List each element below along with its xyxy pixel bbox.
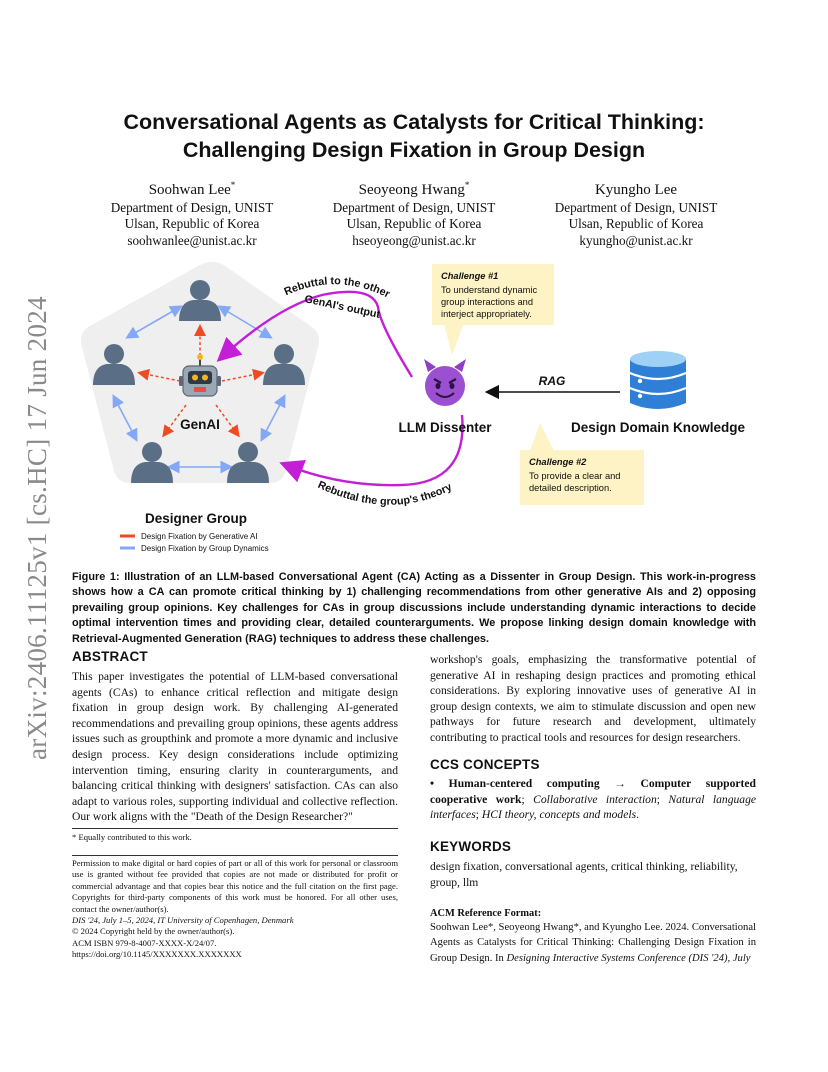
- permission-doi[interactable]: https://doi.org/10.1145/XXXXXXX.XXXXXXX: [72, 949, 242, 960]
- author-location: Ulsan, Republic of Korea: [124, 216, 260, 232]
- author-block-3: [521, 175, 751, 249]
- footnote: * Equally contributed to this work.: [72, 832, 192, 842]
- challenge-2-title: Challenge #2: [529, 457, 587, 467]
- rebuttal-bottom-text: Rebuttal the group's theory: [315, 478, 454, 508]
- acm-ref-body: Soohwan Lee*, Seoyeong Hwang*, and Kyungho Lee. 2024. Conversational Agents as Catalysts for Critical Thinking: Challenging Design Fixation in Group Design. In: [430, 922, 756, 964]
- ccs-sep: ;: [475, 808, 482, 822]
- author-mark: *: [230, 180, 236, 190]
- ccs-end: .: [636, 808, 639, 822]
- permission-venue: DIS '24, July 1–5, 2024, IT University of Copenhagen, Denmark: [72, 915, 294, 926]
- rebuttal-top-text-2: GenAI's output: [303, 293, 382, 321]
- author-dept: Department of Design, UNIST: [554, 200, 718, 215]
- permission-rule: [72, 855, 398, 856]
- database-icon: [630, 351, 686, 409]
- author-email[interactable]: soohwanlee@unist.ac.kr: [127, 232, 257, 248]
- author-block-2: [299, 175, 529, 249]
- author-dept: Department of Design, UNIST: [110, 200, 274, 215]
- paper-title: [80, 108, 748, 164]
- author-name: Seoyeong Hwang: [358, 182, 465, 198]
- ccs-item: Collaborative interaction: [533, 792, 657, 806]
- devil-icon: [424, 359, 466, 406]
- author-name: Soohwan Lee: [148, 182, 231, 198]
- ccs-text: [430, 776, 756, 823]
- callout-tail: [530, 423, 554, 451]
- abstract-text: This paper investigates the potential of LLM-based conversational agents (CAs) to enhance critical reflection and mitigate design fixation in group design work. By challenging AI-generated recommendations and prevailing group opinions, these agents address issues such as groupthink and promote a more dynamic and inclusive design process. Key design considerations include optimizing intervention timing, ensuring clarity in counterarguments, and balancing critical thinking with designers' satisfaction. CAs can also adapt to various roles, supporting individual and collective reflection. Our work aligns with the "Death of the Design Researcher?": [72, 670, 398, 824]
- knowledge-label: Design Domain Knowledge: [570, 420, 746, 435]
- figure-diagram: [72, 255, 762, 560]
- title-line-2: Challenging Design Fixation in Group Design: [182, 138, 646, 162]
- designer-group-label: Designer Group: [144, 511, 248, 526]
- title-line-1: Conversational Agents as Catalysts for Critical Thinking:: [123, 110, 705, 134]
- ccs-sep: ;: [521, 792, 534, 806]
- acm-ref-heading: ACM Reference Format:: [430, 908, 542, 919]
- author-dept: Department of Design, UNIST: [332, 200, 496, 215]
- challenge-1-callout: [432, 264, 554, 325]
- ccs-bold: • Human-centered computing → Computer supported cooperative work: [430, 777, 756, 806]
- figure-caption: Figure 1: Illustration of an LLM-based Conversational Agent (CA) Acting as a Dissenter in Group Design. This work-in-progress shows how a CA can promote critical thinking by 1) challenging recommendations from other generative AIs and 2) opposing prevailing group opinions. Key challenges for CAs in group discussions include understanding dynamic interactions to decide optimal intervention times and providing clear, detailed counterarguments. We propose linking design domain knowledge with Retrieval-Augmented Generation (RAG) techniques to address these challenges.: [72, 571, 756, 645]
- dissenter-label: LLM Dissenter: [398, 420, 492, 435]
- permission-isbn: ACM ISBN 979-8-4007-XXXX-X/24/07.: [72, 937, 217, 948]
- legend-label: Design Fixation by Generative AI: [141, 532, 258, 541]
- challenge-2-text: To provide a clear and detailed description.: [529, 471, 621, 493]
- ccs-item: HCI theory, concepts and models: [481, 808, 637, 822]
- figure-1: [72, 255, 762, 560]
- author-location: Ulsan, Republic of Korea: [346, 216, 482, 232]
- ccs-item: Natural language interfaces: [430, 792, 757, 822]
- author-mark: *: [464, 180, 470, 190]
- author-location: Ulsan, Republic of Korea: [568, 216, 704, 232]
- callout-tail: [444, 323, 464, 355]
- challenge-1-title: Challenge #1: [441, 271, 499, 281]
- acm-ref-venue: Designing Interactive Systems Conference (DIS '24), July: [506, 952, 751, 964]
- ccs-sep: ;: [656, 792, 669, 806]
- keywords-text: design fixation, conversational agents, critical thinking, reliability, group, llm: [430, 860, 738, 889]
- permission-block: [72, 858, 398, 961]
- challenge-1-text: To understand dynamic group interactions and interject appropriately.: [441, 285, 538, 319]
- rag-label: RAG: [538, 374, 566, 388]
- legend-label: Design Fixation by Group Dynamics: [141, 544, 269, 553]
- permission-copyright: © 2024 Copyright held by the owner/author(s).: [72, 926, 235, 937]
- genai-label: GenAI: [180, 417, 220, 432]
- acm-ref-text: [430, 920, 756, 966]
- permission-text: Permission to make digital or hard copies of part or all of this work for personal or classroom use is granted without fee provided that copies are not made or distributed for profit or commercial advantage and that copies bear this notice and the full citation on the first page. Copyrights for third-party components of this work must be honored. For all other uses, contact the owner/author(s).: [72, 858, 398, 914]
- challenge-2-callout: [520, 450, 644, 505]
- arxiv-stamp: arXiv:2406.11125v1 [cs.HC] 17 Jun 2024: [22, 296, 52, 760]
- rebuttal-top-text: Rebuttal to the other: [282, 275, 392, 301]
- keywords-heading: KEYWORDS: [430, 839, 512, 854]
- ccs-heading: CCS CONCEPTS: [430, 757, 540, 772]
- abstract-heading: ABSTRACT: [72, 649, 148, 664]
- right-column-text: workshop's goals, emphasizing the transformative potential of generative AI in reshaping design practices and promoting ethical considerations. By exploring innovative uses of generative AI in group design contexts, we aim to stimulate discussion and open new pathways for future research and development, ultimately contributing to practical tools and resources for design researchers.: [430, 653, 756, 744]
- author-name: Kyungho Lee: [594, 182, 678, 198]
- author-email[interactable]: kyungho@unist.ac.kr: [579, 232, 693, 248]
- author-email[interactable]: hseoyeong@unist.ac.kr: [352, 232, 476, 248]
- author-block-1: [77, 175, 307, 249]
- footnote-rule: [72, 828, 398, 829]
